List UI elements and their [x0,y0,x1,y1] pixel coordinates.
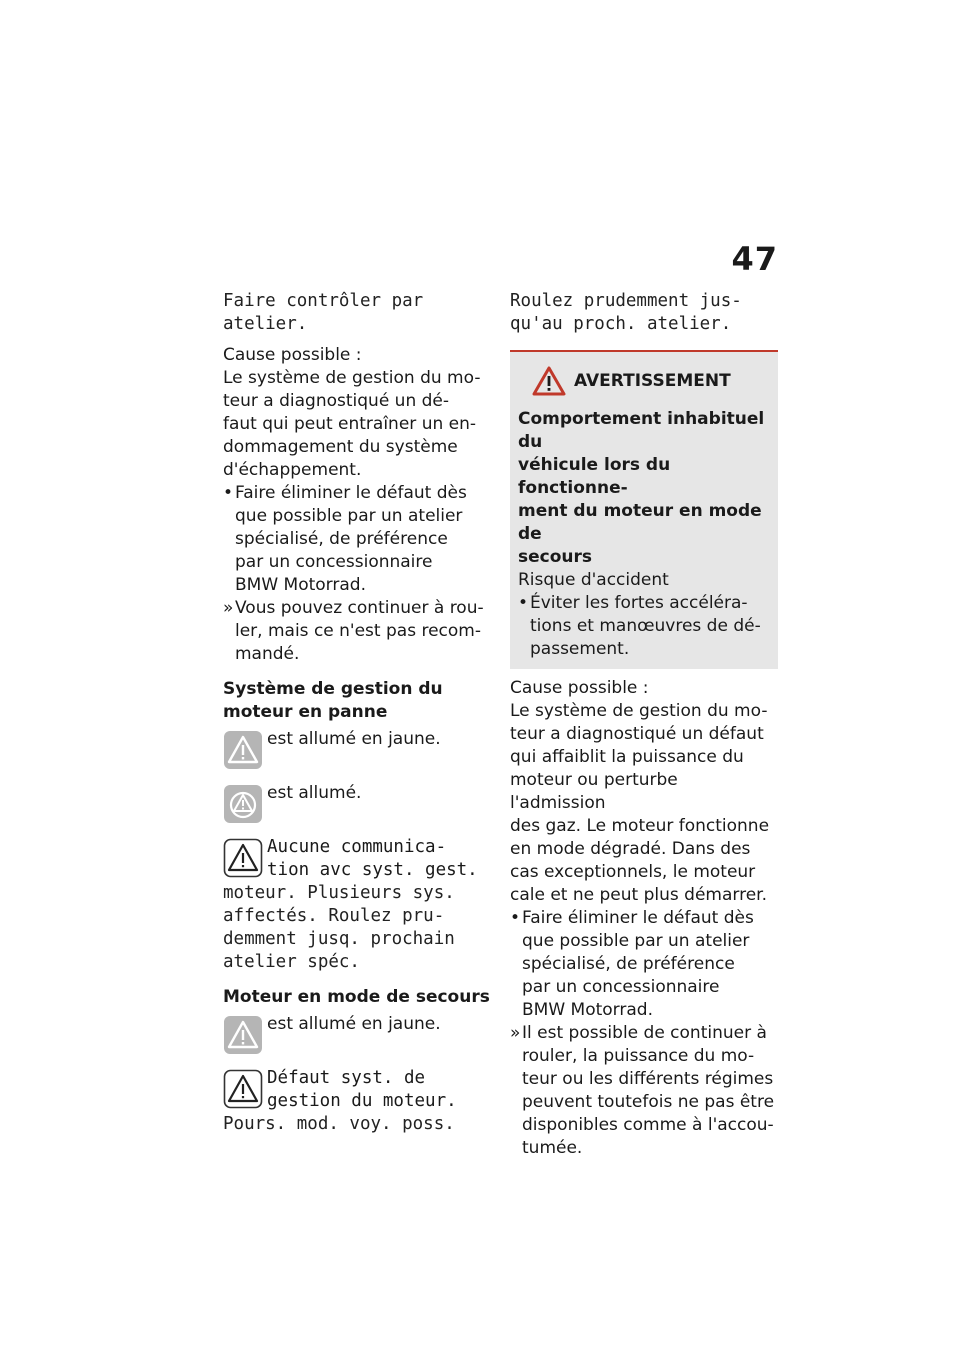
list-item: » Vous pouvez continuer à rou- ler, mais ce n'est pas recom- mandé. [223,598,484,664]
indicator-text: est allumé en jaune. [267,1014,441,1034]
warning-triangle-filled-icon [223,1015,263,1059]
arrow-marker: » [510,1023,521,1043]
warning-triangle-outline-icon [223,1069,263,1113]
cause-label: Cause possible : [223,345,362,365]
warning-box [510,350,778,669]
display-message: Faire contrôler par atelier. [223,291,424,334]
list-item: • Éviter les fortes accéléra- tions et manœuvres de dé- passement. [518,593,761,659]
warning-title [532,366,770,396]
action-list [510,907,778,1160]
action-list [223,482,491,666]
indicator-row [223,728,491,778]
list-item: » Il est possible de continuer à rouler, la puissance du mo- teur ou les différents régimes peuvent toutefois ne pas être disponibles comme à l'accou- tumée. [510,1023,775,1158]
indicator-row [223,836,491,882]
left-column [223,290,491,1136]
right-column [510,290,778,1160]
warning-heading: Comportement inhabituel du véhicule lors du fonctionne- ment du moteur en mode de secours [518,409,765,567]
display-message: Défaut syst. de gestion du moteur. [267,1068,457,1111]
display-message: Aucune communica- tion avc syst. gest. [267,837,478,880]
display-message: Pours. mod. voy. poss. [223,1114,455,1134]
list-item: • Faire éliminer le défaut dès que possible par un atelier spécialisé, de préférence par un concessionnaire BMW Motorrad. [223,483,467,595]
display-message: moteur. Plusieurs sys. affectés. Roulez pru- demment jusq. prochain atelier spéc. [223,883,455,972]
warning-triangle-outline-icon [223,838,263,882]
arrow-marker: » [223,598,234,618]
bullet-marker: • [223,483,234,503]
engine-warning-icon [223,784,263,828]
cause-text: Le système de gestion du mo- teur a diagnostiqué un défaut qui affaiblit la puissance du moteur ou perturbe l'admission des gaz. Le moteur fonctionne en mode dégradé. Dans des cas exceptionnels, le moteur cale et ne peut plus démarrer. [510,701,770,905]
section-heading: Système de gestion du moteur en panne [223,679,443,722]
warning-triangle-icon [532,366,566,396]
display-message: Roulez prudemment jus- qu'au proch. atelier. [510,291,742,334]
cause-text: Le système de gestion du mo- teur a diagnostiqué un dé- faut qui peut entraîner un en- dommagement du système d'échappement. [223,368,481,480]
warning-triangle-filled-icon [223,730,263,774]
warning-risk: Risque d'accident [518,570,669,590]
warning-title-text: AVERTISSEMENT [574,371,731,391]
page-number: 47 [731,240,778,278]
indicator-row [223,1013,491,1063]
indicator-row [223,782,491,832]
cause-label: Cause possible : [510,678,649,698]
indicator-text: est allumé. [267,783,362,803]
bullet-marker: • [518,593,529,613]
bullet-marker: • [510,908,521,928]
section-heading: Moteur en mode de secours [223,987,490,1007]
warning-list [518,592,770,661]
indicator-row [223,1067,491,1113]
indicator-text: est allumé en jaune. [267,729,441,749]
list-item: • Faire éliminer le défaut dès que possible par un atelier spécialisé, de préférence par un concessionnaire BMW Motorrad. [510,908,754,1020]
